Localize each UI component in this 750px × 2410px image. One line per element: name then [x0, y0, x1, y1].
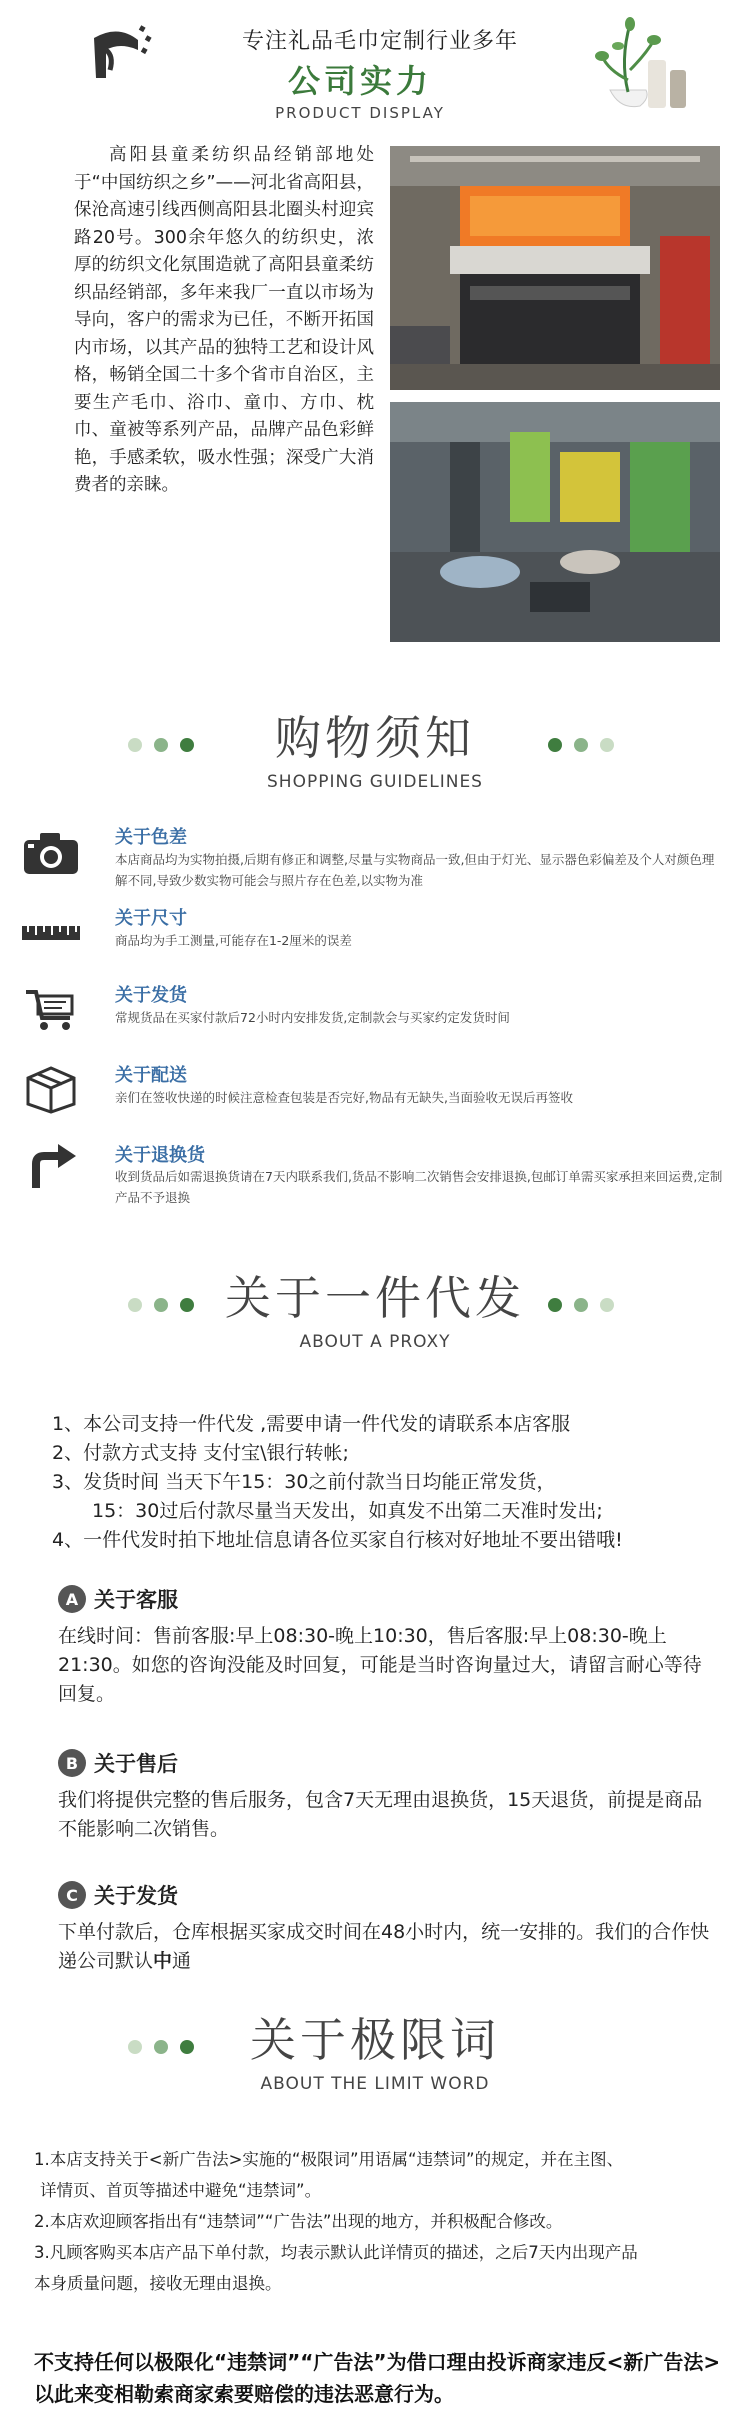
list-item: 1、本公司支持一件代发 ,需要申请一件代发的请联系本店客服 [52, 1413, 571, 1435]
badge-c-icon: C [58, 1881, 86, 1909]
shipping-text-main: 下单付款后，仓库根据买家成交时间在48小时内，统一安排的。我们的合作快递公司默认 [58, 1921, 710, 1972]
list-item: 4、一件代发时拍下地址信息请各位买家自行核对好地址不要出错哦! [52, 1529, 623, 1551]
shipping-text-end: 通 [172, 1950, 192, 1972]
aftersale-title: 关于售后 [94, 1752, 178, 1776]
section-subtitle-display: PRODUCT DISPLAY [275, 104, 445, 122]
potted-plant-image [590, 10, 700, 120]
guide-title: 关于发货 [115, 985, 187, 1006]
list-item: 3.凡顾客购买本店产品下单付款，均表示默认此详情页的描述，之后7天内出现产品 [34, 2243, 638, 2262]
ruler-icon [22, 918, 80, 968]
cart-icon [22, 988, 80, 1038]
guide-title: 关于配送 [115, 1065, 187, 1086]
list-item: 15：30过后付款尽量当天发出，如真发不出第二天准时发出; [92, 1500, 603, 1522]
service-text: 在线时间：售前客服:早上08:30-晚上10:30，售后客服:早上08:30-晚上21:30。如您的咨询没能及时回复，可能是当时咨询量过大，请留言耐心等待回复。 [58, 1625, 702, 1705]
guide-desc: 收到货品后如需退换货请在7天内联系我们,货品不影响二次销售会安排退换,包邮订单需买家承担来回运费,定制产品不予退换 [115, 1169, 723, 1205]
guide-desc: 常规货品在买家付款后72小时内安排发货,定制款会与买家约定发货时间 [115, 1010, 510, 1025]
badge-a-icon: A [58, 1585, 86, 1613]
factory-photo-loom [390, 146, 720, 390]
service-title: 关于客服 [94, 1588, 178, 1612]
proxy-heading [0, 1262, 750, 1352]
list-item: 3、发货时间 当天下午15：30之前付款当日均能正常发货， [52, 1471, 556, 1493]
limit-warning: 不支持任何以极限化“违禁词”“广告法”为借口理由投诉商家违反<新广告法>以此来变相勒索商家索要赔偿的违法恶意行为。 [34, 2350, 721, 2406]
return-arrow-icon [22, 1142, 80, 1192]
guide-title: 关于色差 [115, 827, 187, 848]
limit-heading [0, 2004, 750, 2094]
guide-desc: 商品均为手工测量,可能存在1-2厘米的误差 [115, 933, 352, 948]
slogan: 专注礼品毛巾定制行业多年 [241, 29, 518, 54]
shipping-title: 关于发货 [94, 1884, 178, 1908]
limit-subtitle: ABOUT THE LIMIT WORD [260, 2074, 490, 2094]
box-icon [22, 1064, 80, 1114]
list-item: 2、付款方式支持 支付宝\银行转帐; [52, 1442, 349, 1464]
badge-b-icon: B [58, 1749, 86, 1777]
guide-title: 关于退换货 [115, 1145, 205, 1166]
factory-photo-workshop [390, 402, 720, 642]
proxy-subtitle: ABOUT A PROXY [299, 1332, 451, 1352]
list-item: 1.本店支持关于<新广告法>实施的“极限词”用语属“违禁词”的规定，并在主图、 [34, 2150, 624, 2169]
guide-desc: 亲们在签收快递的时候注意检查包装是否完好,物品有无缺失,当面验收无误后再签收 [115, 1090, 573, 1105]
aftersale-text: 我们将提供完整的售后服务，包含7天无理由退换货，15天退货，前提是商品不能影响二次销售。 [58, 1789, 703, 1840]
shopping-title: 购物须知 [275, 711, 475, 765]
list-item: 详情页、首页等描述中避免“违禁词”。 [40, 2181, 322, 2200]
proxy-title: 关于一件代发 [225, 1271, 525, 1325]
company-intro: 高阳县童柔纺织品经销部地处于“中国纺织之乡”——河北省高阳县，保沧高速引线西侧高阳县北圈头村迎宾路20号。300余年悠久的纺织史，浓厚的纺织文化氛围造就了高阳县童柔纺织品经销部，多年来我厂一直以市场为导向，客户的需求为已任，不断开拓国内市场，以其产品的独特工艺和设计风格，畅销全国二十多个省市自治区，主要生产毛巾、浴巾、童巾、方巾、枕巾、童被等系列产品，品牌产品色彩鲜艳，手感柔软，吸水性强；深受广大消费者的亲睐。 [74, 145, 374, 495]
guide-desc: 本店商品均为实物拍摄,后期有修正和调整,尽量与实物商品一致,但由于灯光、显示器色彩偏差及个人对颜色理解不同,导致少数实物可能会与照片存在色差,以实物为准 [115, 852, 715, 888]
list-item: 2.本店欢迎顾客指出有“违禁词”“广告法”出现的地方，并积极配合修改。 [34, 2212, 563, 2231]
shipping-text [58, 1918, 718, 1976]
shipping-text-bold: 中 [153, 1950, 173, 1972]
section-title-strength: 公司实力 [287, 62, 432, 100]
camera-icon [22, 830, 80, 880]
limit-title: 关于极限词 [250, 2013, 500, 2067]
proxy-list [52, 1410, 702, 1555]
guide-title: 关于尺寸 [115, 908, 187, 929]
shipping-heading [58, 1880, 178, 1910]
list-item: 本身质量问题，接收无理由退换。 [34, 2274, 282, 2293]
service-heading [58, 1584, 178, 1614]
brand-logo-icon [84, 20, 156, 86]
shopping-subtitle: SHOPPING GUIDELINES [267, 772, 483, 792]
aftersale-heading [58, 1748, 178, 1778]
shopping-heading [0, 702, 750, 792]
limit-list [34, 2144, 734, 2299]
